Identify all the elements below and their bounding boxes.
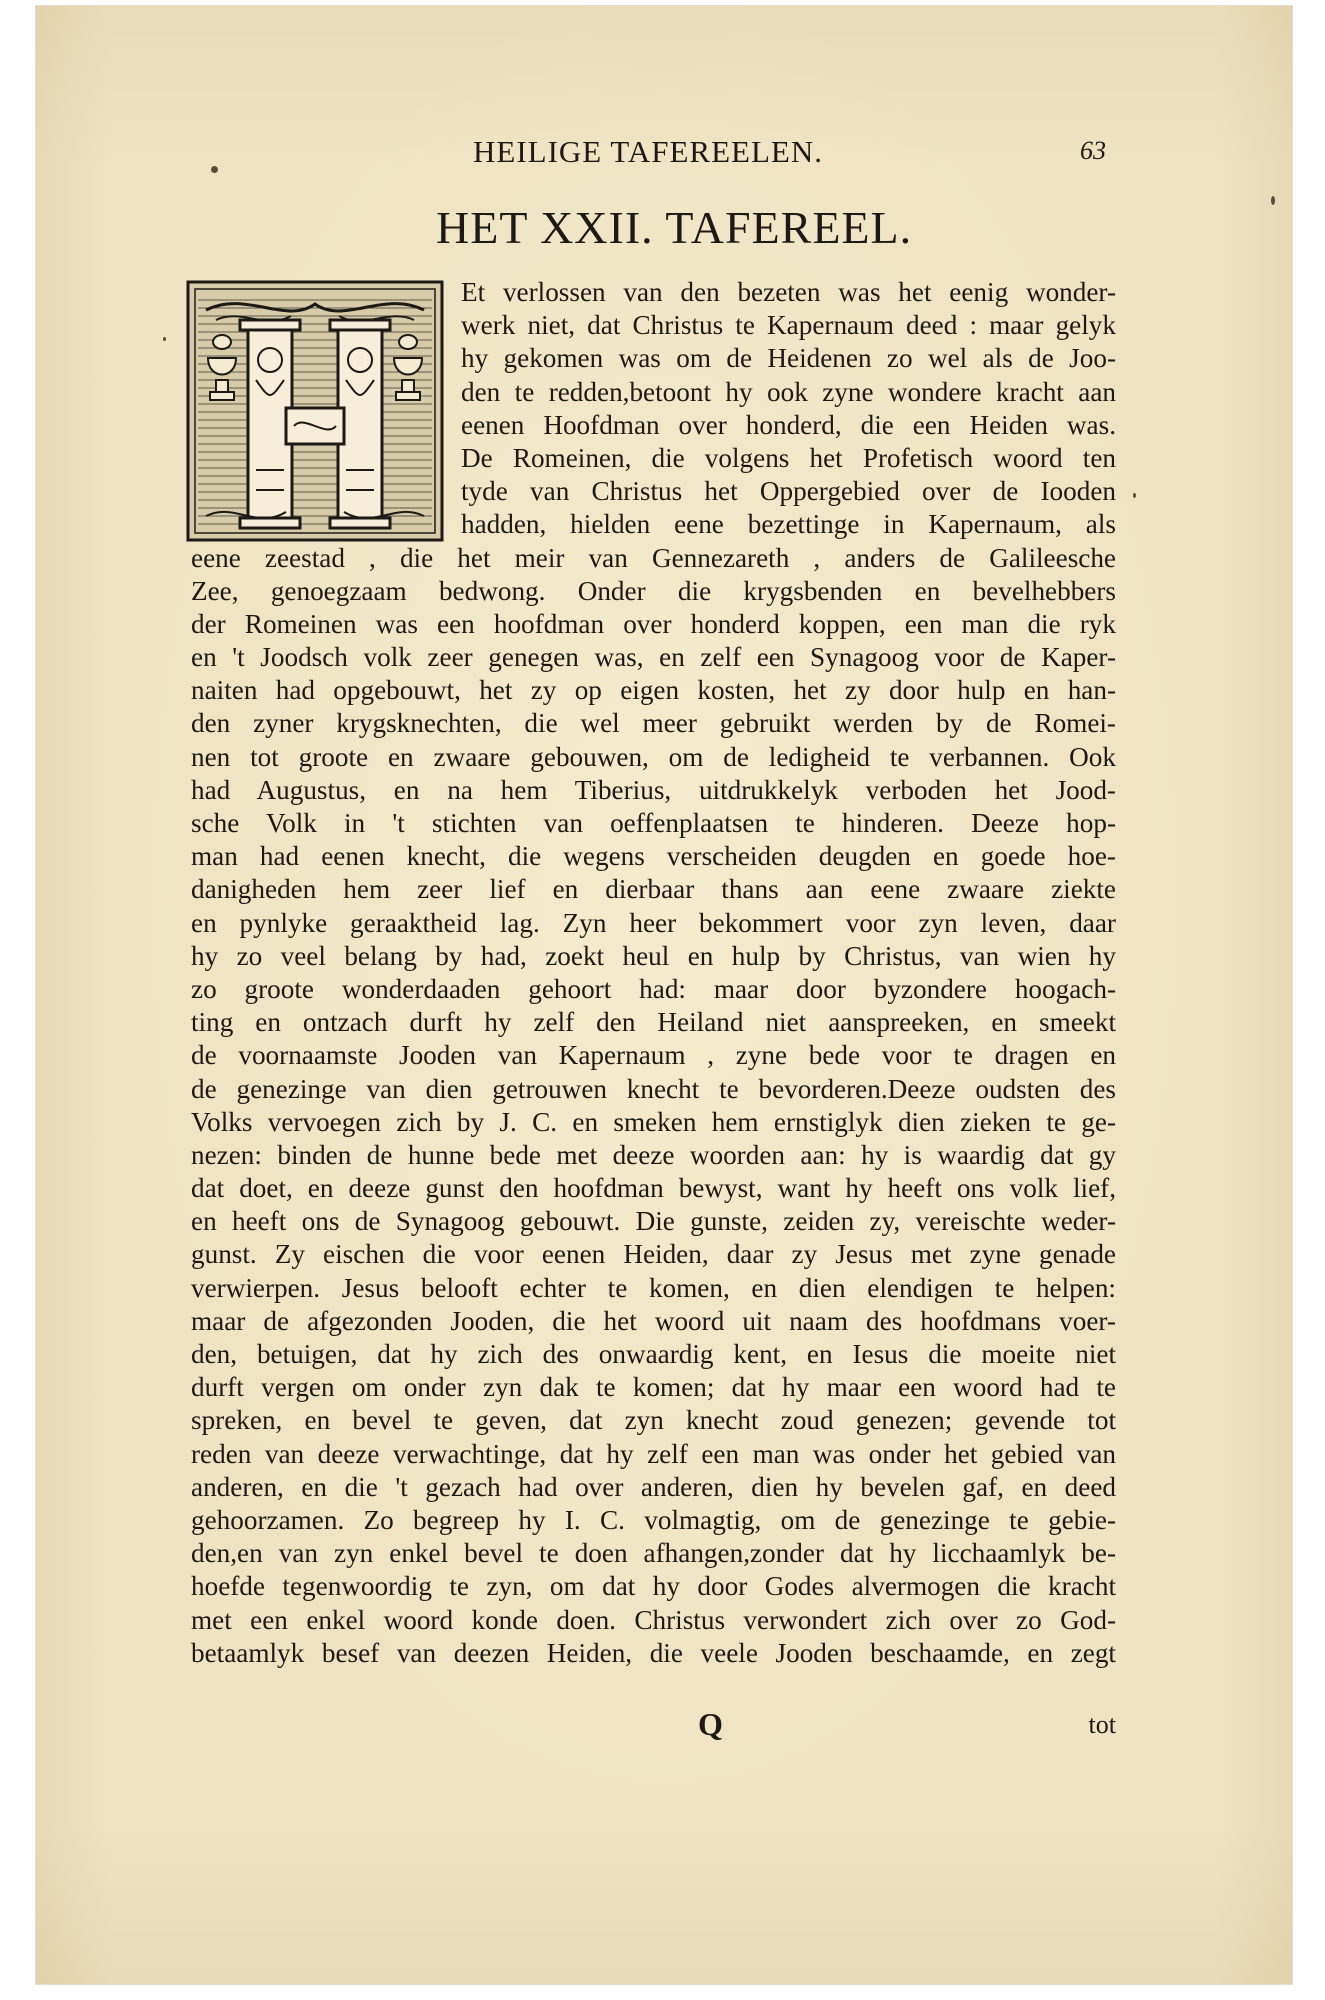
text-line: gunst. Zy eischen die voor eenen Heiden, daar zy Jesus met zyne genade [191, 1239, 1116, 1270]
text-line: en heeft ons de Synagoog gebouwt. Die gunste, zeiden zy, vereischte weder- [191, 1206, 1116, 1237]
book-page [36, 6, 1292, 1984]
text-line: sche Volk in 't stichten van oeffenplaatsen te hinderen. Deeze hop- [191, 808, 1116, 838]
text-line: werk niet, dat Christus te Kapernaum deed : maar gelyk [461, 310, 1116, 341]
text-line: danigheden hem zeer lief en dierbaar thans aan eene zwaare ziekte [191, 874, 1116, 905]
text-line: Zee, genoegzaam bedwong. Onder die krygsbenden en bevelhebbers [191, 575, 1116, 606]
text-line: hy zo veel belang by had, zoekt heul en hulp by Christus, van wien hy [191, 940, 1116, 971]
text-line: eenen Hoofdman over honderd, die een Heiden was. [461, 409, 1116, 440]
text-line: had Augustus, en na hem Tiberius, uitdrukkelyk verboden het Jood- [191, 774, 1116, 805]
text-line: tyde van Christus het Oppergebied over de Iooden [461, 476, 1116, 507]
paper-speck [163, 337, 166, 341]
text-line: spreken, en bevel te geven, dat zyn knecht zoud genezen; gevende tot [191, 1405, 1116, 1436]
text-line: nezen: binden de hunne bede met deeze woorden aan: hy is waardig dat gy [191, 1139, 1116, 1170]
running-head: HEILIGE TAFEREELEN. [473, 134, 823, 169]
text-line: reden van deeze verwachtinge, dat hy zelf een man was onder het gebied van [191, 1438, 1116, 1469]
text-line: eene zeestad , die het meir van Gennezareth , anders de Galileesche [191, 542, 1116, 573]
text-line: nen tot groote en zwaare gebouwen, om de ledigheid te verbannen. Ook [191, 741, 1116, 772]
text-line: betaamlyk besef van deezen Heiden, die veele Jooden beschaamde, en zegt [191, 1637, 1116, 1668]
text-line: der Romeinen was een hoofdman over honderd koppen, een man die ryk [191, 608, 1116, 639]
text-line: ting en ontzach durft hy zelf den Heiland niet aanspreeken, en smeekt [191, 1007, 1116, 1038]
paper-speck [1133, 493, 1136, 498]
text-line: hy gekomen was om de Heidenen zo wel als de Joo- [461, 343, 1116, 374]
text-line: den,en van zyn enkel bevel te doen afhangen,zonder dat hy licchaamlyk be- [191, 1538, 1116, 1569]
text-line: met een enkel woord konde doen. Christus verwondert zich over zo God- [191, 1604, 1116, 1635]
page-number: 63 [1080, 136, 1106, 165]
text-line: de voornaamste Jooden van Kapernaum , zyne bede voor te dragen en [191, 1040, 1116, 1071]
signature-mark: Q [698, 1706, 723, 1742]
text-line: den te redden,betoont hy ook zyne wondere kracht aan [461, 376, 1116, 407]
text-line: naiten had opgebouwt, het zy op eigen kosten, het zy door hulp en han- [191, 675, 1116, 706]
text-line: maar de afgezonden Jooden, die het woord uit naam des hoofdmans voer- [191, 1305, 1116, 1336]
text-line: den, betuigen, dat hy zich des onwaardig kent, en Iesus die moeite niet [191, 1339, 1116, 1369]
text-line: De Romeinen, die volgens het Profetisch woord ten [461, 442, 1116, 473]
text-line: hoefde tegenwoordig te zyn, om dat hy door Godes alvermogen die kracht [191, 1571, 1116, 1602]
text-line: de genezinge van dien getrouwen knecht te bevorderen.Deeze oudsten des [191, 1073, 1116, 1104]
text-line: gehoorzamen. Zo begreep hy I. C. volmagtig, om de genezinge te gebie- [191, 1504, 1116, 1535]
paper-speck [211, 166, 218, 173]
text-line: den zyner krygsknechten, die wel meer gebruikt werden by de Romei- [191, 708, 1116, 739]
text-line: en 't Joodsch volk zeer genegen was, en zelf een Synagoog voor de Kaper- [191, 642, 1116, 673]
page-header [236, 134, 1116, 178]
text-line: Et verlossen van den bezeten was het eenig wonder- [461, 277, 1116, 307]
text-line: hadden, hielden eene bezettinge in Kapernaum, als [461, 509, 1116, 540]
catchword: tot [1088, 1710, 1116, 1739]
text-line: anderen, en die 't gezach had over anderen, dien hy bevelen gaf, en deed [191, 1471, 1116, 1502]
chapter-body-text [191, 276, 1116, 1670]
text-line: man had eenen knecht, die wegens verscheiden deugden en goede hoe- [191, 841, 1116, 872]
text-line: verwierpen. Jesus belooft echter te komen, en dien elendigen te helpen: [191, 1272, 1116, 1303]
chapter-title: HET XXII. TAFEREEL. [436, 202, 913, 253]
paper-speck [1271, 196, 1275, 205]
text-line: en pynlyke geraaktheid lag. Zyn heer bekommert voor zyn leven, daar [191, 907, 1116, 938]
page-footer [226, 1706, 1116, 1742]
text-line: Volks vervoegen zich by J. C. en smeken hem ernstiglyk dien zieken te ge- [191, 1106, 1116, 1137]
text-line: durft vergen om onder zyn dak te komen; dat hy maar een woord had te [191, 1372, 1116, 1403]
text-line: zo groote wonderdaaden gehoort had: maar door byzondere hoogach- [191, 973, 1116, 1004]
text-line: dat doet, en deeze gunst den hoofdman bewyst, want hy heeft ons volk lief, [191, 1173, 1116, 1204]
